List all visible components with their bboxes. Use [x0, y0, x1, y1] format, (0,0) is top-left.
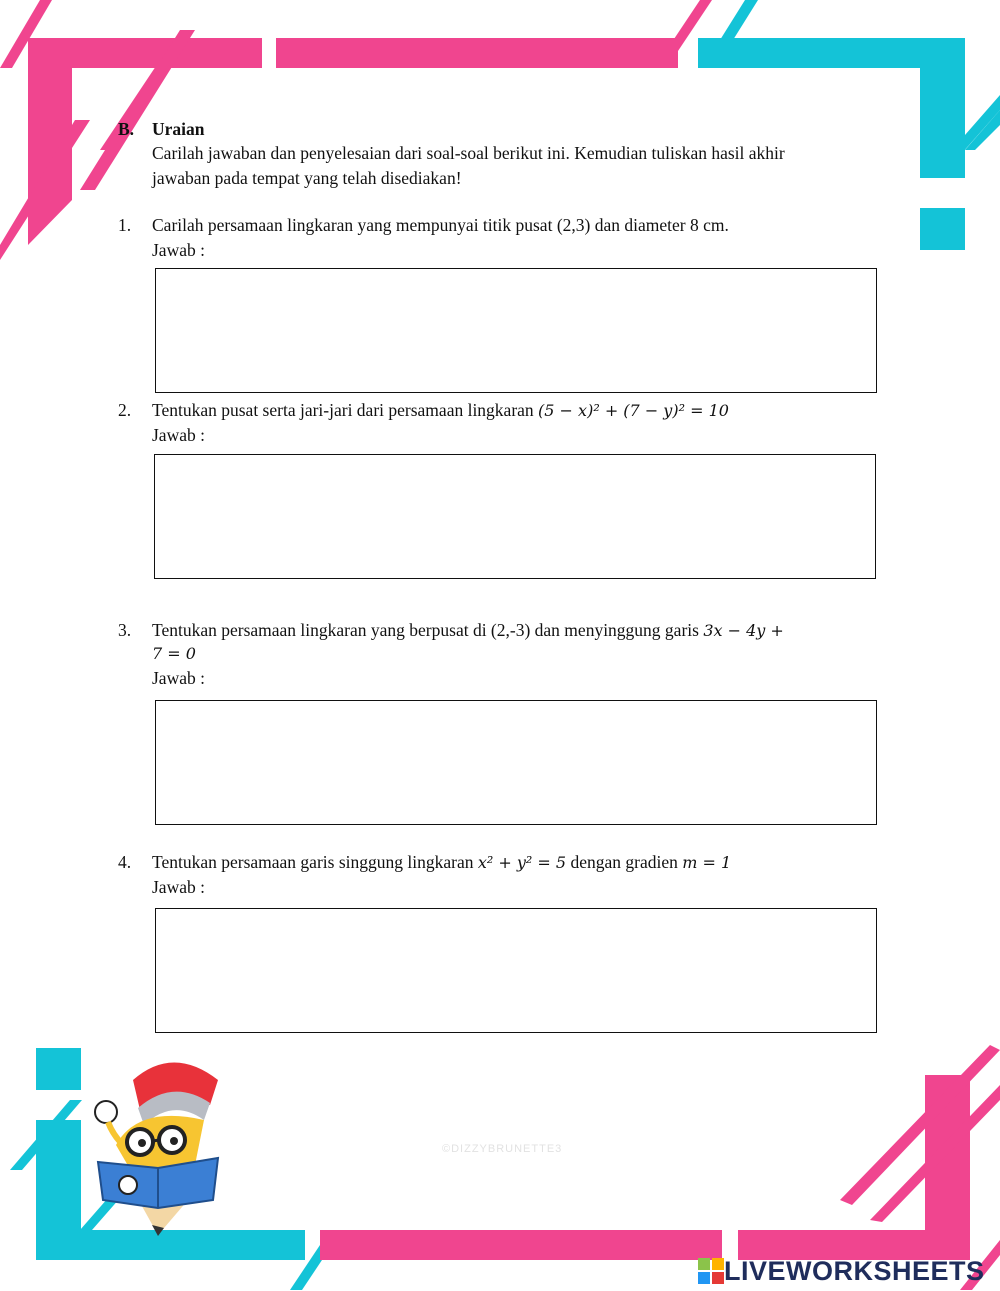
brand-name: LIVEWORKSHEETS	[724, 1255, 985, 1286]
frame-pink-bottom-bar	[320, 1230, 722, 1260]
question-3-answer-label: Jawab :	[152, 668, 205, 688]
question-1-text: Carilah persamaan lingkaran yang mempunyai titik pusat (2,3) dan diameter 8 cm.	[152, 215, 729, 235]
question-4-text-row	[152, 850, 731, 875]
section-label: B.	[118, 119, 135, 139]
question-1-answer-box[interactable]	[155, 268, 877, 393]
watermark: ©DIZZYBRUNETTE3	[442, 1143, 563, 1155]
question-2-number: 2.	[118, 400, 132, 420]
section-intro-line2: jawaban pada tempat yang telah disediakan!	[152, 168, 462, 188]
frame-cyan-square-bottom	[36, 1048, 81, 1090]
question-3-answer-box[interactable]	[155, 700, 877, 825]
question-2-equation: (5 − x)² + (7 − y)² = 10	[538, 401, 729, 420]
question-2-text: Tentukan pusat serta jari-jari dari persamaan lingkaran	[152, 400, 534, 420]
frame-cyan-square	[920, 208, 965, 250]
question-1-answer-label: Jawab :	[152, 240, 205, 260]
liveworksheets-brand[interactable]	[698, 1255, 985, 1287]
section-title: Uraian	[152, 119, 205, 139]
question-3-equation: 3x − 4y +	[703, 621, 784, 640]
question-4-text-b: dengan gradien	[570, 852, 678, 872]
question-4-equation-a: x² + y² = 5	[477, 853, 567, 872]
question-3-equation-cont: 7 = 0	[152, 644, 196, 663]
question-3-number: 3.	[118, 620, 132, 640]
pencil-mascot-reading-icon	[78, 1050, 228, 1240]
question-2-answer-label: Jawab :	[152, 425, 205, 445]
liveworksheets-logo-icon	[698, 1258, 724, 1284]
question-4-answer-label: Jawab :	[152, 877, 205, 897]
question-4-answer-box[interactable]	[155, 908, 877, 1033]
question-4-number: 4.	[118, 852, 132, 872]
section-intro-line1: Carilah jawaban dan penyelesaian dari soal-soal berikut ini. Kemudian tuliskan hasil akhir	[152, 143, 785, 163]
frame-pink-top-bar	[276, 38, 678, 68]
question-4-text-a: Tentukan persamaan garis singgung lingkaran	[152, 852, 474, 872]
question-4-equation-b: m = 1	[682, 853, 732, 872]
question-1-number: 1.	[118, 215, 132, 235]
question-2-answer-box[interactable]	[154, 454, 876, 579]
question-2-text-row	[152, 398, 729, 423]
frame-cyan-stripe	[720, 0, 758, 40]
question-3-text: Tentukan persamaan lingkaran yang berpusat di (2,-3) dan menyinggung garis	[152, 620, 699, 640]
question-3-text-row	[152, 618, 784, 643]
